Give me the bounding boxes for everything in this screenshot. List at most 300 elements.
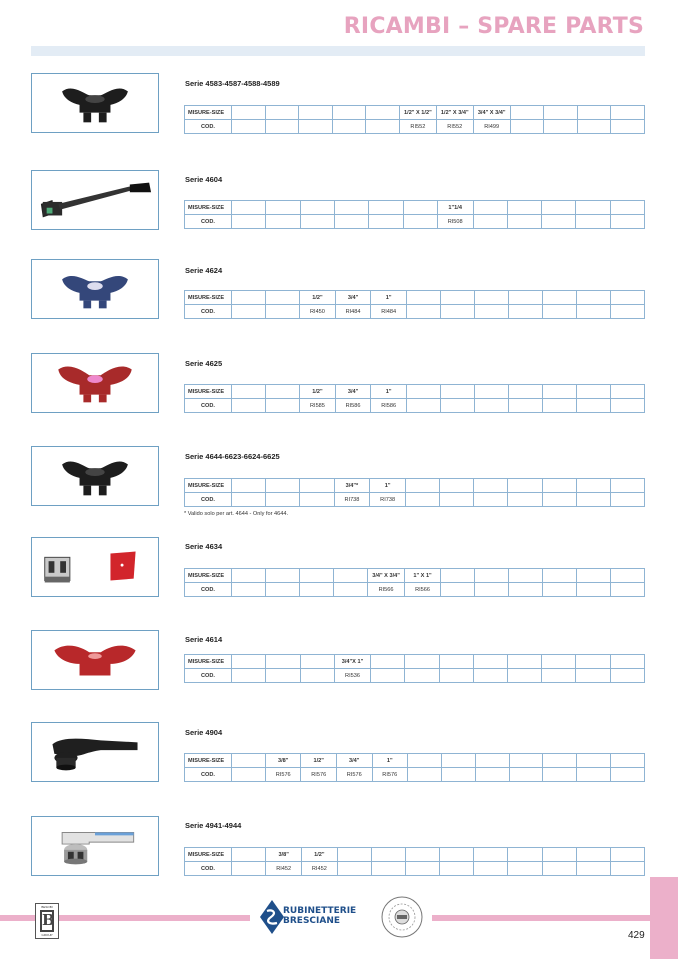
size-cell	[369, 201, 403, 215]
product-image-frame	[31, 630, 159, 690]
code-cell	[300, 583, 334, 597]
code-cell	[371, 669, 405, 683]
code-header: COD.	[185, 399, 232, 413]
footnote: * Valido solo per art. 4644 - Only for 4644.	[184, 511, 289, 517]
size-cell	[576, 569, 610, 583]
product-image-frame	[31, 722, 159, 782]
product-image-frame	[31, 170, 159, 230]
code-cell	[542, 493, 576, 507]
size-cell	[232, 385, 266, 399]
size-cell	[371, 655, 405, 669]
size-code-table	[184, 290, 645, 319]
size-header: MISURE-SIZE	[185, 106, 232, 120]
code-cell	[542, 583, 576, 597]
code-cell	[300, 669, 334, 683]
red-wing-handle-icon	[32, 354, 158, 412]
code-cell	[611, 120, 645, 134]
size-cell	[299, 106, 333, 120]
code-cell: RI452	[302, 862, 338, 876]
code-header: COD.	[185, 215, 232, 229]
size-row	[185, 479, 645, 493]
size-cell	[508, 385, 542, 399]
size-code-table	[184, 200, 645, 229]
code-cell	[543, 768, 577, 782]
code-cell: RI586	[335, 399, 371, 413]
code-cell	[509, 768, 543, 782]
size-cell	[366, 106, 400, 120]
size-cell	[232, 106, 266, 120]
code-cell	[405, 862, 439, 876]
code-cell	[473, 669, 507, 683]
series-title: Serie 4941-4944	[185, 821, 242, 830]
size-cell	[232, 291, 266, 305]
code-row	[185, 305, 645, 319]
size-cell	[542, 848, 576, 862]
product-image-frame	[31, 73, 159, 133]
size-cell	[439, 655, 473, 669]
code-cell: RI499	[473, 120, 510, 134]
code-cell: RI566	[368, 583, 405, 597]
code-cell	[334, 583, 368, 597]
product-image-frame	[31, 816, 159, 876]
square-cap-icon	[32, 538, 158, 596]
size-cell	[611, 754, 645, 768]
code-cell	[576, 583, 610, 597]
size-cell	[405, 479, 439, 493]
size-cell	[610, 569, 644, 583]
series-title: Serie 4624	[185, 266, 223, 275]
product-image-frame	[31, 446, 159, 506]
size-cell	[610, 655, 644, 669]
size-cell	[610, 479, 644, 493]
code-cell	[576, 399, 610, 413]
size-header: MISURE-SIZE	[185, 479, 232, 493]
code-cell	[610, 215, 644, 229]
code-cell	[577, 768, 611, 782]
size-cell: 1/2" X 1/2"	[399, 106, 436, 120]
size-cell	[440, 385, 474, 399]
series-title: Serie 4625	[185, 359, 223, 368]
size-cell	[475, 569, 509, 583]
code-cell	[300, 215, 334, 229]
size-cell	[266, 201, 300, 215]
size-code-table	[184, 847, 645, 876]
code-header: COD.	[185, 583, 232, 597]
size-cell: 1/2"	[302, 848, 338, 862]
size-cell	[474, 291, 508, 305]
size-cell	[440, 479, 474, 493]
size-cell: 1"	[372, 754, 408, 768]
size-cell	[371, 848, 405, 862]
size-code-table	[184, 478, 645, 507]
size-cell	[474, 385, 508, 399]
size-cell: 1" X 1"	[405, 569, 441, 583]
size-cell	[474, 848, 508, 862]
code-cell	[232, 215, 266, 229]
code-cell: RI576	[301, 768, 337, 782]
code-cell: RI738	[370, 493, 406, 507]
code-cell: RI484	[371, 305, 407, 319]
code-cell	[474, 862, 508, 876]
code-cell	[440, 862, 474, 876]
code-cell	[474, 399, 508, 413]
code-cell	[576, 305, 610, 319]
code-cell: RI484	[335, 305, 371, 319]
size-cell	[508, 479, 542, 493]
size-cell	[610, 291, 644, 305]
size-code-table	[184, 384, 645, 413]
size-cell	[508, 848, 542, 862]
code-cell	[610, 305, 644, 319]
size-cell	[475, 754, 509, 768]
size-header: MISURE-SIZE	[185, 291, 232, 305]
size-cell	[576, 479, 610, 493]
size-row	[185, 291, 645, 305]
series-title: Serie 4583-4587-4588-4589	[185, 79, 280, 88]
code-cell	[266, 399, 300, 413]
size-cell: 1"1/4	[437, 201, 473, 215]
code-cell	[576, 493, 610, 507]
besobi-bottom-text: GROUP	[41, 933, 53, 937]
code-cell	[610, 399, 644, 413]
code-row	[185, 215, 645, 229]
code-cell: RI536	[334, 669, 370, 683]
size-header: MISURE-SIZE	[185, 569, 232, 583]
code-cell	[507, 215, 541, 229]
size-header: MISURE-SIZE	[185, 385, 232, 399]
size-cell	[610, 385, 644, 399]
size-cell	[576, 655, 610, 669]
size-cell	[300, 479, 334, 493]
size-row	[185, 385, 645, 399]
series-title: Serie 4634	[185, 542, 223, 551]
code-cell	[332, 120, 366, 134]
size-cell	[408, 754, 442, 768]
black-wing-handle-icon	[32, 447, 158, 505]
size-cell	[509, 754, 543, 768]
code-cell: RI738	[334, 493, 370, 507]
size-cell: 3/4"	[335, 385, 371, 399]
size-cell	[405, 655, 439, 669]
code-header: COD.	[185, 669, 232, 683]
code-cell	[610, 583, 644, 597]
size-cell	[473, 201, 507, 215]
code-cell	[440, 493, 474, 507]
size-row	[185, 201, 645, 215]
code-cell	[577, 120, 611, 134]
size-header: MISURE-SIZE	[185, 848, 232, 862]
code-cell	[475, 768, 509, 782]
size-cell: 1/2"	[301, 754, 337, 768]
code-cell	[408, 768, 442, 782]
code-header: COD.	[185, 862, 232, 876]
code-cell	[232, 862, 266, 876]
size-cell	[266, 569, 300, 583]
size-cell	[232, 569, 266, 583]
code-cell: RI552	[399, 120, 436, 134]
code-cell	[542, 399, 576, 413]
size-cell	[232, 848, 266, 862]
code-cell: RI450	[300, 305, 336, 319]
lever-handle-icon	[32, 171, 158, 229]
code-cell	[542, 862, 576, 876]
size-cell: 3/4"X 1"	[334, 655, 370, 669]
code-cell	[576, 215, 610, 229]
code-cell	[474, 493, 508, 507]
besobi-top-text: BESOBI	[41, 905, 53, 909]
size-cell	[440, 848, 474, 862]
footer-bar-right	[432, 915, 654, 921]
size-cell	[542, 291, 576, 305]
size-cell	[300, 655, 334, 669]
size-row	[185, 754, 645, 768]
size-cell	[332, 106, 366, 120]
code-cell: RI452	[266, 862, 302, 876]
page-number: 429	[628, 930, 645, 941]
code-cell	[440, 305, 474, 319]
size-cell: 1/2"	[300, 385, 336, 399]
brand-name	[283, 906, 356, 926]
code-cell	[542, 305, 576, 319]
code-cell	[508, 669, 542, 683]
size-cell	[266, 655, 300, 669]
size-cell	[334, 569, 368, 583]
code-cell	[610, 669, 644, 683]
size-cell: 3/4"	[335, 291, 371, 305]
size-cell: 3/4" X 3/4"	[368, 569, 405, 583]
code-row	[185, 583, 645, 597]
size-cell: 1/2"	[300, 291, 336, 305]
size-cell	[577, 106, 611, 120]
size-cell	[300, 569, 334, 583]
size-cell	[334, 201, 368, 215]
code-cell	[544, 120, 578, 134]
size-cell	[507, 201, 541, 215]
besobi-letter: B	[40, 910, 54, 932]
size-cell	[610, 848, 644, 862]
size-cell	[232, 655, 266, 669]
size-cell	[508, 291, 542, 305]
series-title: Serie 4904	[185, 728, 223, 737]
size-cell	[232, 201, 266, 215]
size-code-table	[184, 105, 645, 134]
size-code-table	[184, 568, 645, 597]
size-header: MISURE-SIZE	[185, 655, 232, 669]
size-row	[185, 848, 645, 862]
size-cell	[542, 479, 576, 493]
code-cell	[610, 862, 644, 876]
code-row	[185, 669, 645, 683]
black-wing-handle-icon	[32, 74, 158, 132]
size-cell	[474, 479, 508, 493]
size-cell	[265, 106, 299, 120]
code-header: COD.	[185, 768, 232, 782]
size-cell: 1/2" X 3/4"	[436, 106, 473, 120]
t-lever-handle-icon	[32, 723, 158, 781]
size-cell	[576, 848, 610, 862]
size-cell	[405, 848, 439, 862]
code-cell	[232, 669, 266, 683]
brand-line-2: BRESCIANE	[283, 916, 341, 926]
size-cell: 1"	[371, 291, 407, 305]
code-cell	[232, 768, 266, 782]
code-header: COD.	[185, 305, 232, 319]
size-cell	[543, 754, 577, 768]
code-cell	[403, 215, 437, 229]
code-cell	[266, 669, 300, 683]
size-cell	[406, 291, 440, 305]
code-cell	[440, 399, 474, 413]
size-cell	[510, 106, 544, 120]
code-cell: RI552	[436, 120, 473, 134]
code-row	[185, 862, 645, 876]
blue-wing-handle-icon	[32, 260, 158, 318]
size-cell	[576, 385, 610, 399]
code-cell	[576, 862, 610, 876]
code-cell	[266, 215, 300, 229]
size-cell	[542, 655, 576, 669]
code-cell: RI586	[371, 399, 407, 413]
code-cell	[266, 493, 300, 507]
code-cell	[366, 120, 400, 134]
product-image-frame	[31, 537, 159, 597]
code-cell	[611, 768, 645, 782]
size-cell	[611, 106, 645, 120]
size-cell	[337, 848, 371, 862]
code-cell	[542, 669, 576, 683]
size-cell	[576, 291, 610, 305]
size-cell	[544, 106, 578, 120]
size-cell	[542, 569, 576, 583]
code-cell	[300, 493, 334, 507]
size-cell	[473, 655, 507, 669]
page-header-title: RICAMBI – SPARE PARTS	[343, 14, 644, 39]
rubinetterie-logo-icon	[259, 899, 285, 935]
code-row	[185, 493, 645, 507]
page-tab	[650, 877, 678, 959]
code-cell	[474, 305, 508, 319]
size-cell: 3/8"	[265, 754, 301, 768]
size-row	[185, 655, 645, 669]
size-cell	[441, 569, 475, 583]
series-title: Serie 4604	[185, 175, 223, 184]
code-row	[185, 120, 645, 134]
code-cell	[406, 399, 440, 413]
size-cell	[440, 291, 474, 305]
size-cell	[508, 569, 542, 583]
size-header: MISURE-SIZE	[185, 201, 232, 215]
size-cell	[266, 385, 300, 399]
code-cell	[542, 215, 576, 229]
series-title: Serie 4644-6623-6624-6625	[185, 452, 280, 461]
size-cell	[576, 201, 610, 215]
size-cell: 3/4"	[336, 754, 372, 768]
besobi-logo	[35, 903, 59, 939]
code-cell	[334, 215, 368, 229]
size-cell	[403, 201, 437, 215]
code-cell	[405, 669, 439, 683]
code-cell	[508, 583, 542, 597]
code-row	[185, 768, 645, 782]
size-cell	[266, 479, 300, 493]
code-header: COD.	[185, 120, 232, 134]
code-header: COD.	[185, 493, 232, 507]
code-cell	[406, 305, 440, 319]
code-cell: RI576	[336, 768, 372, 782]
code-cell	[232, 305, 266, 319]
code-cell: RI585	[300, 399, 336, 413]
code-cell	[266, 583, 300, 597]
size-cell	[441, 754, 475, 768]
code-cell	[266, 305, 300, 319]
code-cell	[337, 862, 371, 876]
code-cell	[508, 399, 542, 413]
product-image-frame	[31, 259, 159, 319]
size-header: MISURE-SIZE	[185, 754, 232, 768]
code-cell	[232, 583, 266, 597]
size-cell	[232, 479, 266, 493]
size-cell: 3/4"*	[334, 479, 370, 493]
code-cell	[232, 493, 266, 507]
code-cell: RI576	[265, 768, 301, 782]
code-cell	[508, 305, 542, 319]
code-cell	[576, 669, 610, 683]
product-image-frame	[31, 353, 159, 413]
size-cell	[300, 201, 334, 215]
series-title: Serie 4614	[185, 635, 223, 644]
size-cell	[577, 754, 611, 768]
code-cell	[510, 120, 544, 134]
code-cell: RI508	[437, 215, 473, 229]
header-bar	[31, 46, 645, 56]
red-butterfly-handle-icon	[32, 631, 158, 689]
size-cell	[406, 385, 440, 399]
size-cell	[232, 754, 266, 768]
size-cell: 3/4" X 3/4"	[473, 106, 510, 120]
size-cell	[610, 201, 644, 215]
code-cell	[371, 862, 405, 876]
size-cell	[542, 201, 576, 215]
size-cell: 3/8"	[266, 848, 302, 862]
size-code-table	[184, 753, 645, 782]
code-cell	[369, 215, 403, 229]
code-cell	[475, 583, 509, 597]
code-cell	[508, 862, 542, 876]
chrome-lever-handle-icon	[32, 817, 158, 875]
code-cell	[265, 120, 299, 134]
iso-certification-seal-icon	[381, 896, 423, 938]
code-cell	[610, 493, 644, 507]
code-cell: RI566	[405, 583, 441, 597]
code-cell	[473, 215, 507, 229]
code-cell	[405, 493, 439, 507]
code-cell	[441, 768, 475, 782]
code-cell	[232, 120, 266, 134]
size-cell	[542, 385, 576, 399]
size-row	[185, 106, 645, 120]
code-row	[185, 399, 645, 413]
size-code-table	[184, 654, 645, 683]
code-cell	[508, 493, 542, 507]
code-cell	[439, 669, 473, 683]
code-cell: RI576	[372, 768, 408, 782]
code-cell	[299, 120, 333, 134]
size-cell: 1"	[371, 385, 407, 399]
size-cell	[508, 655, 542, 669]
size-row	[185, 569, 645, 583]
size-cell: 1"	[370, 479, 406, 493]
code-cell	[232, 399, 266, 413]
